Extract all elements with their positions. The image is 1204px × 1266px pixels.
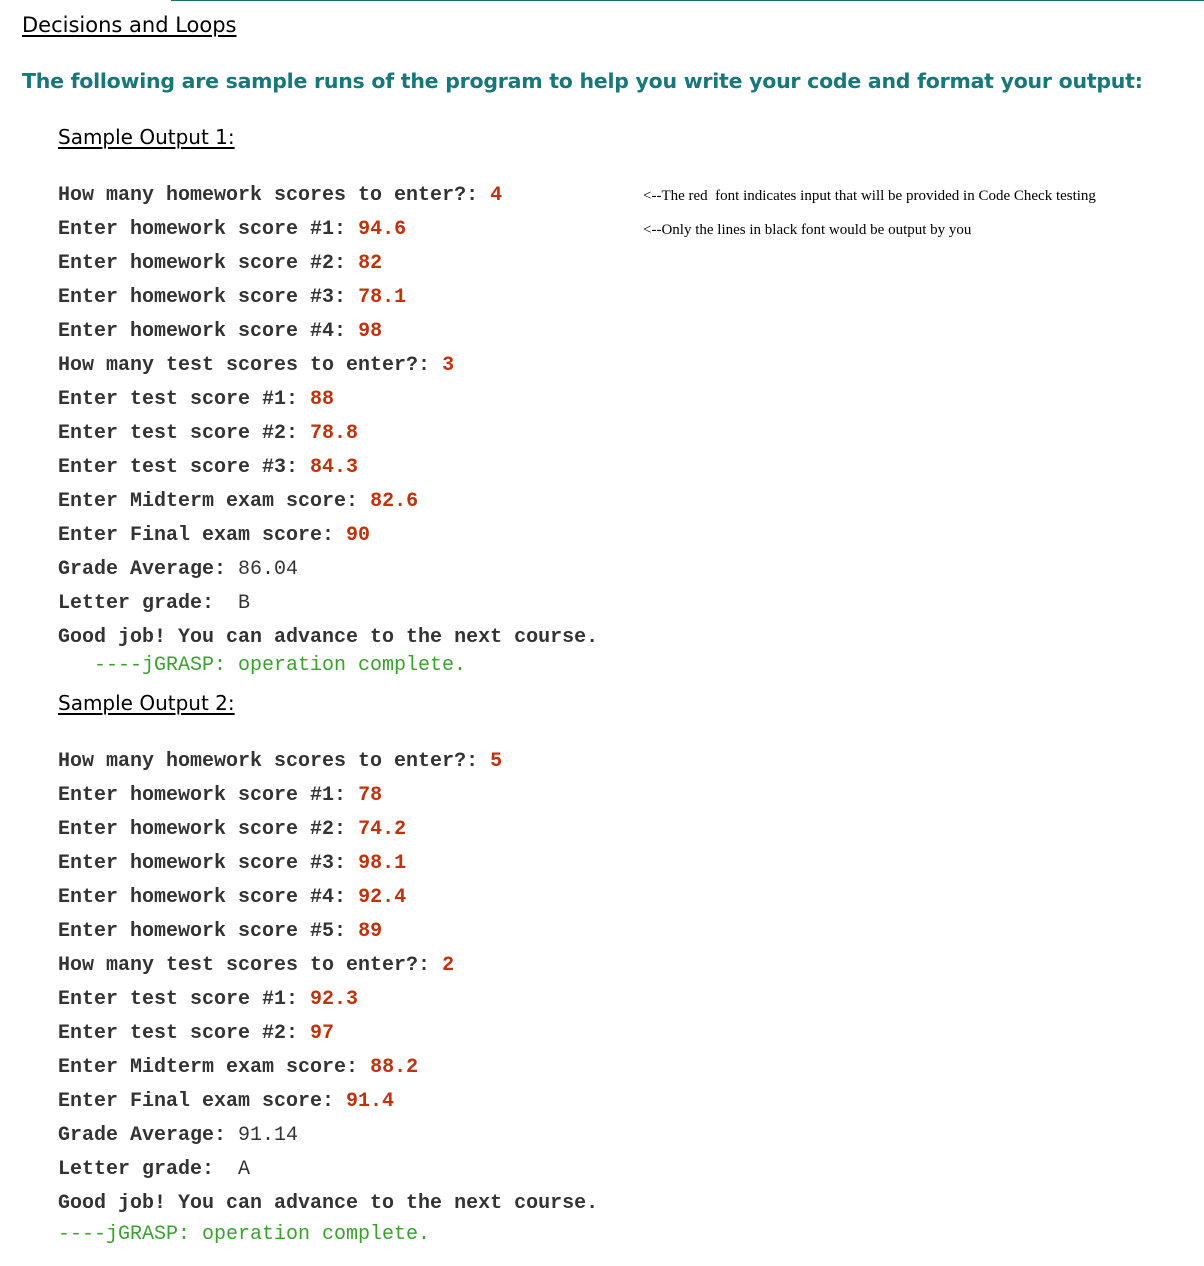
console-prompt: Grade Average: [58, 1124, 239, 1147]
sample-2-console [58, 745, 598, 1221]
console-line [58, 349, 598, 383]
console-line [58, 519, 598, 553]
console-user-input: 82 [358, 252, 383, 275]
console-user-input: 97 [310, 1022, 335, 1045]
console-prompt: Enter homework score #2: [58, 252, 359, 275]
sample-2-jgrasp-footer: ----jGRASP: operation complete. [58, 1223, 431, 1246]
console-line [58, 383, 598, 417]
console-line [58, 247, 598, 281]
console-user-input: 82.6 [370, 490, 419, 513]
console-user-input: 78.8 [310, 422, 359, 445]
console-prompt: Enter test score #2: [58, 1022, 311, 1045]
console-line [58, 779, 598, 813]
console-line [58, 915, 598, 949]
console-user-input: 74.2 [358, 818, 407, 841]
console-prompt: How many test scores to enter?: [58, 354, 443, 377]
console-user-input: 98 [358, 320, 383, 343]
console-result-value: A [238, 1158, 251, 1181]
console-line [58, 417, 598, 451]
console-user-input: 92.3 [310, 988, 359, 1011]
console-line [58, 745, 598, 779]
console-line [58, 315, 598, 349]
console-line [58, 281, 598, 315]
console-prompt: Enter test score #3: [58, 456, 311, 479]
console-line [58, 213, 598, 247]
console-user-input: 88.2 [370, 1056, 419, 1079]
console-user-input: 90 [346, 524, 371, 547]
sample-1-heading: Sample Output 1: [58, 125, 235, 149]
console-user-input: 84.3 [310, 456, 359, 479]
console-line [58, 1119, 598, 1153]
console-user-input: 5 [490, 750, 503, 773]
console-prompt: Enter homework score #3: [58, 852, 359, 875]
console-prompt: Letter grade: [58, 592, 239, 615]
console-line [58, 813, 598, 847]
console-user-input: 98.1 [358, 852, 407, 875]
console-line [58, 1153, 598, 1187]
console-prompt: Enter homework score #1: [58, 784, 359, 807]
console-prompt: Enter homework score #5: [58, 920, 359, 943]
console-prompt: Enter homework score #3: [58, 286, 359, 309]
console-line [58, 621, 598, 655]
console-prompt: Enter test score #1: [58, 988, 311, 1011]
console-line [58, 1085, 598, 1119]
console-user-input: 88 [310, 388, 335, 411]
console-user-input: 4 [490, 184, 503, 207]
console-result-value: B [238, 592, 251, 615]
console-prompt: Enter homework score #2: [58, 818, 359, 841]
console-user-input: 3 [442, 354, 455, 377]
console-line [58, 881, 598, 915]
console-line [58, 485, 598, 519]
top-divider [171, 0, 1204, 1]
console-line [58, 451, 598, 485]
console-user-input: 89 [358, 920, 383, 943]
console-user-input: 78.1 [358, 286, 407, 309]
console-prompt: Enter homework score #1: [58, 218, 359, 241]
sample-1-jgrasp-footer: ----jGRASP: operation complete. [94, 654, 467, 677]
console-prompt: Enter Final exam score: [58, 524, 347, 547]
console-prompt: Enter Final exam score: [58, 1090, 347, 1113]
console-prompt: Grade Average: [58, 558, 239, 581]
note-black-font: <--Only the lines in black font would be output by you [643, 222, 972, 238]
console-user-input: 94.6 [358, 218, 407, 241]
console-result-value: 91.14 [238, 1124, 299, 1147]
console-line [58, 847, 598, 881]
console-prompt: Enter test score #2: [58, 422, 311, 445]
console-prompt: Good job! You can advance to the next course. [58, 1192, 599, 1215]
sample-1-console [58, 179, 598, 655]
console-line [58, 1051, 598, 1085]
console-line [58, 553, 598, 587]
console-line [58, 587, 598, 621]
console-user-input: 2 [442, 954, 455, 977]
console-line [58, 179, 598, 213]
sample-2-heading: Sample Output 2: [58, 691, 235, 715]
console-prompt: Good job! You can advance to the next course. [58, 626, 599, 649]
console-prompt: Enter Midterm exam score: [58, 1056, 371, 1079]
console-line [58, 949, 598, 983]
console-result-value: 86.04 [238, 558, 299, 581]
console-prompt: Enter homework score #4: [58, 320, 359, 343]
console-prompt: Enter homework score #4: [58, 886, 359, 909]
console-prompt: Letter grade: [58, 1158, 239, 1181]
console-prompt: How many homework scores to enter?: [58, 184, 491, 207]
intro-text: The following are sample runs of the program to help you write your code and format your output: [22, 69, 1143, 93]
console-line [58, 983, 598, 1017]
console-prompt: How many homework scores to enter?: [58, 750, 491, 773]
console-prompt: Enter test score #1: [58, 388, 311, 411]
console-user-input: 78 [358, 784, 383, 807]
console-line [58, 1017, 598, 1051]
console-user-input: 92.4 [358, 886, 407, 909]
console-prompt: How many test scores to enter?: [58, 954, 443, 977]
console-prompt: Enter Midterm exam score: [58, 490, 371, 513]
note-red-font: <--The red font indicates input that will be provided in Code Check testing [643, 188, 1096, 204]
console-line [58, 1187, 598, 1221]
console-user-input: 91.4 [346, 1090, 395, 1113]
document-title: Decisions and Loops [22, 13, 237, 37]
